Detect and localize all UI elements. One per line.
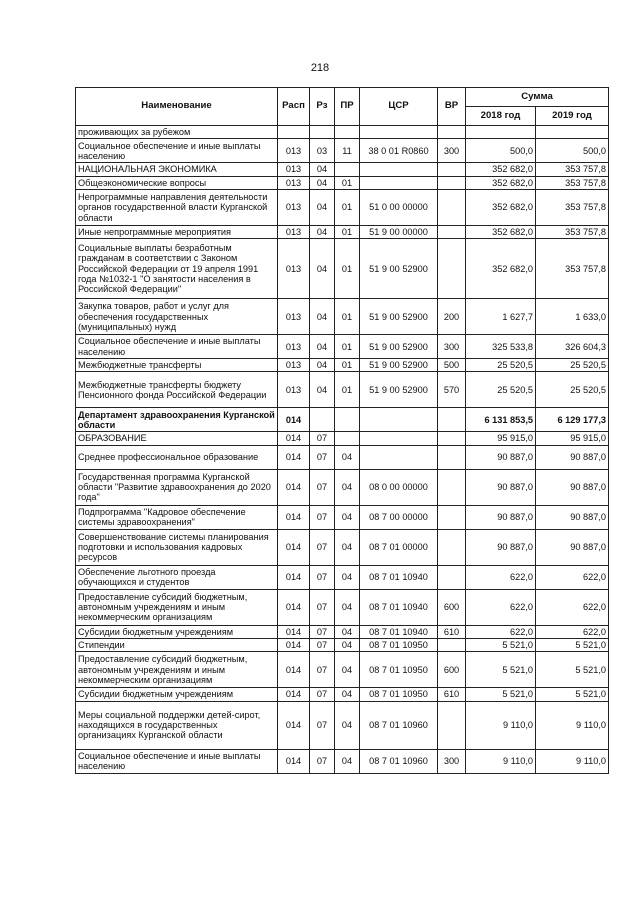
cell-y2: 5 521,0 [536,688,609,701]
cell-csr: 51 9 00 52900 [360,335,438,359]
cell-name: Субсидии бюджетным учреждениям [76,688,278,701]
cell-y2: 90 887,0 [536,469,609,505]
cell-y1: 352 682,0 [466,225,536,238]
cell-vr [438,505,466,529]
cell-vr: 610 [438,625,466,638]
cell-y1: 90 887,0 [466,445,536,469]
cell-y1: 90 887,0 [466,469,536,505]
table-row [76,529,609,565]
cell-y2: 353 757,8 [536,176,609,189]
cell-name: Межбюджетные трансферты бюджету Пенсионного фонда Российской Федерации [76,372,278,408]
cell-rz: 07 [310,701,335,749]
cell-y1: 25 520,5 [466,372,536,408]
cell-name: Закупка товаров, работ и услуг для обеспечения государственных (муниципальных) нужд [76,299,278,335]
table-row [76,239,609,299]
cell-y1: 9 110,0 [466,749,536,773]
cell-y2: 5 521,0 [536,652,609,688]
table-row [76,469,609,505]
cell-rz: 04 [310,299,335,335]
cell-rz: 07 [310,565,335,589]
table-row [76,749,609,773]
cell-vr: 300 [438,335,466,359]
table-row [76,565,609,589]
cell-csr: 51 9 00 00000 [360,225,438,238]
cell-rz: 04 [310,359,335,372]
cell-y1: 90 887,0 [466,529,536,565]
cell-rz: 07 [310,652,335,688]
cell-y2: 9 110,0 [536,749,609,773]
cell-rasp: 014 [278,529,310,565]
cell-y2: 90 887,0 [536,529,609,565]
cell-rasp: 013 [278,163,310,176]
cell-rasp: 013 [278,299,310,335]
cell-rasp: 013 [278,189,310,225]
cell-rz: 04 [310,225,335,238]
cell-y1: 622,0 [466,565,536,589]
cell-rz: 03 [310,139,335,163]
cell-csr: 08 7 01 10940 [360,625,438,638]
cell-y1: 5 521,0 [466,639,536,652]
cell-csr: 08 7 01 10940 [360,589,438,625]
cell-pr: 01 [335,176,360,189]
cell-name: Государственная программа Курганской области "Развитие здравоохранения до 2020 года" [76,469,278,505]
table-row [76,505,609,529]
header-rasp: Расп [278,88,310,126]
cell-csr: 51 9 00 52900 [360,299,438,335]
table-row [76,625,609,638]
table-row [76,445,609,469]
cell-pr: 04 [335,589,360,625]
cell-rasp: 013 [278,225,310,238]
cell-y2: 353 757,8 [536,189,609,225]
table-row [76,688,609,701]
cell-name: Предоставление субсидий бюджетным, автономным учреждениям и иным некоммерческим организациям [76,589,278,625]
cell-pr: 04 [335,639,360,652]
table-row [76,432,609,445]
cell-rasp: 014 [278,652,310,688]
table-row [76,139,609,163]
cell-y1: 25 520,5 [466,359,536,372]
cell-name: Общеэкономические вопросы [76,176,278,189]
cell-rasp: 014 [278,469,310,505]
cell-rasp: 014 [278,445,310,469]
cell-name: Социальное обеспечение и иные выплаты населению [76,335,278,359]
cell-csr [360,445,438,469]
cell-vr [438,432,466,445]
cell-vr [438,639,466,652]
cell-rz: 07 [310,505,335,529]
cell-y2: 622,0 [536,589,609,625]
cell-name: Департамент здравоохранения Курганской области [76,408,278,432]
cell-pr: 01 [335,189,360,225]
cell-pr: 04 [335,469,360,505]
cell-y1 [466,126,536,139]
table-row [76,589,609,625]
cell-vr [438,225,466,238]
cell-pr [335,408,360,432]
cell-y2: 326 604,3 [536,335,609,359]
cell-y1: 622,0 [466,625,536,638]
table-row [76,372,609,408]
cell-name: Меры социальной поддержки детей-сирот, находящихся в государственных организациях Курганской области [76,701,278,749]
cell-rz: 04 [310,372,335,408]
cell-y2: 95 915,0 [536,432,609,445]
cell-name: НАЦИОНАЛЬНАЯ ЭКОНОМИКА [76,163,278,176]
cell-csr [360,163,438,176]
cell-y1: 1 627,7 [466,299,536,335]
cell-y2: 1 633,0 [536,299,609,335]
cell-csr: 08 7 01 10950 [360,688,438,701]
header-csr: ЦСР [360,88,438,126]
table-row [76,126,609,139]
cell-y2: 353 757,8 [536,225,609,238]
cell-rz [310,126,335,139]
table-row [76,652,609,688]
cell-pr: 04 [335,565,360,589]
cell-y1: 325 533,8 [466,335,536,359]
cell-pr [335,432,360,445]
cell-vr [438,239,466,299]
cell-name: Социальные выплаты безработным гражданам в соответствии с Законом Российской Федерации от 19 апреля 1991 года №1032-1 "О занятости населения в Российской Федерации" [76,239,278,299]
cell-vr [438,176,466,189]
cell-y1: 352 682,0 [466,176,536,189]
cell-y2 [536,126,609,139]
cell-name: Предоставление субсидий бюджетным, автономным учреждениям и иным некоммерческим организациям [76,652,278,688]
cell-y2: 622,0 [536,565,609,589]
cell-csr [360,126,438,139]
cell-pr: 04 [335,652,360,688]
cell-pr: 01 [335,359,360,372]
cell-y1: 95 915,0 [466,432,536,445]
cell-y2: 25 520,5 [536,372,609,408]
cell-rz: 07 [310,688,335,701]
cell-vr [438,163,466,176]
cell-y2: 500,0 [536,139,609,163]
cell-rasp: 014 [278,639,310,652]
cell-vr [438,469,466,505]
cell-y1: 500,0 [466,139,536,163]
cell-rasp: 013 [278,239,310,299]
cell-y1: 352 682,0 [466,239,536,299]
header-year-2018: 2018 год [466,107,536,126]
cell-y1: 90 887,0 [466,505,536,529]
cell-y1: 9 110,0 [466,701,536,749]
cell-pr: 04 [335,749,360,773]
cell-name: Непрограммные направления деятельности органов государственной власти Курганской области [76,189,278,225]
cell-y2: 5 521,0 [536,639,609,652]
table-row [76,359,609,372]
header-vr: ВР [438,88,466,126]
budget-table [75,87,609,774]
cell-rz: 04 [310,335,335,359]
cell-vr [438,126,466,139]
cell-vr: 600 [438,589,466,625]
cell-vr [438,408,466,432]
cell-vr [438,701,466,749]
cell-rz: 07 [310,432,335,445]
cell-rasp: 014 [278,749,310,773]
header-rz: Рз [310,88,335,126]
cell-pr: 01 [335,239,360,299]
cell-name: Иные непрограммные мероприятия [76,225,278,238]
cell-rasp: 013 [278,335,310,359]
cell-rz [310,408,335,432]
cell-csr [360,432,438,445]
cell-name: Социальное обеспечение и иные выплаты населению [76,749,278,773]
cell-name: Совершенствование системы планирования подготовки и использования кадровых ресурсов [76,529,278,565]
table-row [76,639,609,652]
cell-rasp: 013 [278,359,310,372]
cell-rasp: 014 [278,625,310,638]
cell-y1: 6 131 853,5 [466,408,536,432]
cell-rz: 07 [310,589,335,625]
cell-csr: 51 9 00 52900 [360,359,438,372]
header-year-2019: 2019 год [536,107,609,126]
cell-rz: 04 [310,189,335,225]
cell-rasp: 014 [278,408,310,432]
header-sum: Сумма [466,88,609,107]
cell-csr [360,176,438,189]
cell-rasp: 014 [278,589,310,625]
cell-rz: 07 [310,445,335,469]
cell-csr: 08 7 01 00000 [360,529,438,565]
cell-rz: 07 [310,749,335,773]
cell-pr: 01 [335,372,360,408]
cell-y2: 353 757,8 [536,163,609,176]
cell-rz: 04 [310,176,335,189]
cell-pr: 11 [335,139,360,163]
cell-rasp: 014 [278,701,310,749]
cell-csr [360,408,438,432]
cell-vr: 610 [438,688,466,701]
cell-rz: 07 [310,639,335,652]
cell-rasp: 014 [278,432,310,445]
cell-y1: 352 682,0 [466,163,536,176]
cell-y1: 352 682,0 [466,189,536,225]
cell-vr [438,189,466,225]
cell-y2: 353 757,8 [536,239,609,299]
table-row [76,335,609,359]
cell-csr: 51 0 00 00000 [360,189,438,225]
cell-vr: 570 [438,372,466,408]
cell-vr: 200 [438,299,466,335]
cell-rz: 04 [310,239,335,299]
cell-rz: 07 [310,625,335,638]
cell-vr: 500 [438,359,466,372]
cell-rasp [278,126,310,139]
cell-rz: 07 [310,469,335,505]
cell-y2: 622,0 [536,625,609,638]
cell-pr: 04 [335,688,360,701]
cell-y1: 5 521,0 [466,688,536,701]
cell-vr: 600 [438,652,466,688]
cell-y2: 9 110,0 [536,701,609,749]
header-name: Наименование [76,88,278,126]
table-row [76,408,609,432]
cell-pr [335,126,360,139]
cell-name: Субсидии бюджетным учреждениям [76,625,278,638]
table-body [76,126,609,774]
cell-csr: 08 7 01 10940 [360,565,438,589]
cell-name: Межбюджетные трансферты [76,359,278,372]
cell-csr: 51 9 00 52900 [360,239,438,299]
cell-rasp: 014 [278,565,310,589]
page-number: 218 [310,62,330,74]
table-row [76,225,609,238]
cell-csr: 08 0 00 00000 [360,469,438,505]
cell-name: Обеспечение льготного проезда обучающихся и студентов [76,565,278,589]
cell-name: Подпрограмма "Кадровое обеспечение системы здравоохранения" [76,505,278,529]
cell-csr: 08 7 01 10960 [360,749,438,773]
cell-vr [438,565,466,589]
table-row [76,299,609,335]
cell-pr [335,163,360,176]
cell-pr: 04 [335,529,360,565]
cell-name: Социальное обеспечение и иные выплаты населению [76,139,278,163]
cell-vr [438,445,466,469]
table-row [76,176,609,189]
cell-csr: 08 7 01 10950 [360,652,438,688]
cell-vr: 300 [438,139,466,163]
table-row [76,163,609,176]
cell-csr: 08 7 01 10960 [360,701,438,749]
cell-rasp: 013 [278,372,310,408]
cell-csr: 38 0 01 R0860 [360,139,438,163]
cell-pr: 04 [335,701,360,749]
cell-pr: 01 [335,225,360,238]
cell-rz: 07 [310,529,335,565]
cell-rasp: 014 [278,505,310,529]
cell-name: Среднее профессиональное образование [76,445,278,469]
cell-pr: 04 [335,625,360,638]
cell-pr: 01 [335,299,360,335]
cell-csr: 08 7 00 00000 [360,505,438,529]
cell-name: Стипендии [76,639,278,652]
cell-rasp: 013 [278,176,310,189]
cell-rasp: 013 [278,139,310,163]
cell-vr: 300 [438,749,466,773]
cell-name: ОБРАЗОВАНИЕ [76,432,278,445]
cell-vr [438,529,466,565]
cell-csr: 51 9 00 52900 [360,372,438,408]
cell-rz: 04 [310,163,335,176]
cell-csr: 08 7 01 10950 [360,639,438,652]
cell-name: проживающих за рубежом [76,126,278,139]
cell-rasp: 014 [278,688,310,701]
cell-y1: 5 521,0 [466,652,536,688]
cell-pr: 04 [335,445,360,469]
table-row [76,701,609,749]
cell-y1: 622,0 [466,589,536,625]
cell-y2: 90 887,0 [536,505,609,529]
cell-pr: 04 [335,505,360,529]
cell-y2: 90 887,0 [536,445,609,469]
cell-y2: 6 129 177,3 [536,408,609,432]
cell-pr: 01 [335,335,360,359]
header-pr: ПР [335,88,360,126]
table-row [76,189,609,225]
cell-y2: 25 520,5 [536,359,609,372]
